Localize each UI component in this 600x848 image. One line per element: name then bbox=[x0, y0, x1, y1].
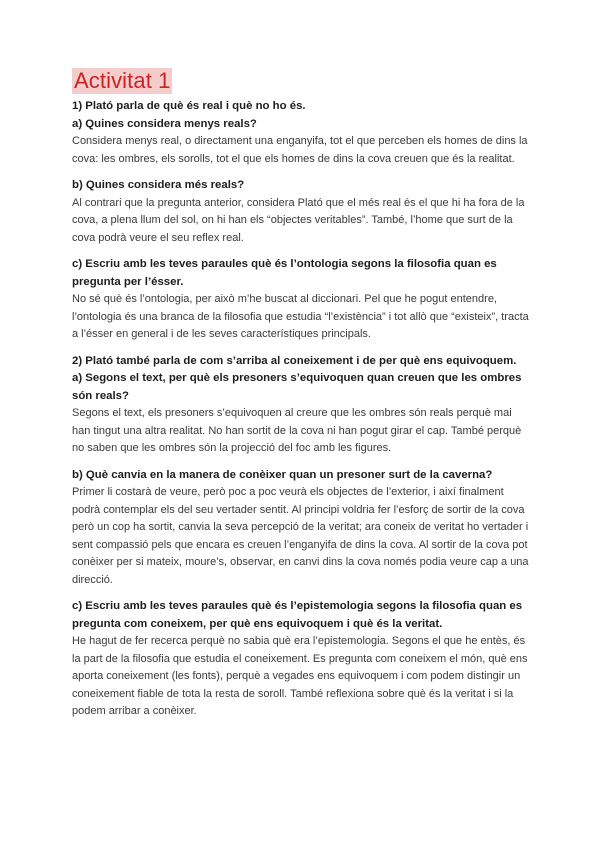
spacer bbox=[72, 589, 532, 598]
answer: He hagut de fer recerca perquè no sabia què era l’epistemologia. Segons el que he entès, és la part de la filosofia que estudia el coneixement. Es pregunta com coneixem el món, què ens aporta coneixement (les fonts), perquè a vegades ens equivoquem i com podem distingir un coneixement fiable de tota la resta de soroll. També reflexiona sobre què és la veritat i si la podem arribar a conèixer. bbox=[72, 635, 528, 717]
spacer bbox=[72, 458, 532, 467]
answer: No sé què és l’ontologia, per això m’he buscat al diccionari. Pel que he pogut entendre, l’ontologia és una branca de la filosofia que estudia “l’existència” i tot allò que “existeix”, tracta a l’ésser en general i de les seves característiques principals. bbox=[72, 293, 529, 340]
answer: Considera menys real, o directament una enganyifa, tot el que perceben els homes de dins la cova: les ombres, els sorolls, tot el que els homes de dins la cova creuen que és la realitat. bbox=[72, 135, 528, 165]
document-page bbox=[72, 68, 532, 721]
answer: Primer li costarà de veure, però poc a poc veurà els objectes de l’exterior, i així finalment podrà contemplar els del seu vertader sentit. Al principi voldria fer l’esforç de sortir de la cova però un cop ha sortit, canvia la seva percepció de la veritat; ara coneix de veritat ho vertader i sent compassió pels que encara es creuen l’enganyifa de dins la cova. Al sortir de la cova pot conèixer per si mateix, moure’s, observar, en canvi dins la cova només podia veure cap a una direcció. bbox=[72, 486, 529, 586]
question: c) Escriu amb les teves paraules què és l’ontologia segons la filosofia quan es pregunta per l’ésser. bbox=[72, 258, 497, 288]
question: b) Quines considera més reals? bbox=[72, 179, 245, 191]
document-title: Activitat 1 bbox=[74, 68, 171, 93]
question: b) Què canvia en la manera de conèixer quan un presoner surt de la caverna? bbox=[72, 468, 493, 481]
spacer bbox=[72, 247, 532, 256]
question: c) Escriu amb les teves paraules què és l’epistemologia segons la filosofia quan es pregunta com coneixem, per què ens equivoquem i què és la veritat. bbox=[72, 600, 523, 630]
question: a) Segons el text, per què els presoners s’equivoquen quan creuen que les ombres són reals? bbox=[72, 372, 522, 402]
question: a) Quines considera menys reals? bbox=[72, 117, 257, 130]
answer: Al contrari que la pregunta anterior, considera Plató que el més real és el que hi ha fora de la cova, a plena llum del sol, on hi han els “objectes veritables”. També, l’home que surt de la cova podrà veure el seu reflex real. bbox=[72, 196, 525, 244]
spacer bbox=[72, 168, 532, 177]
section-heading: 2) Plató també parla de com s’arriba al coneixement i de per què ens equivoquem. bbox=[72, 354, 517, 367]
answer: Segons el text, els presoners s’equivoquen al creure que les ombres són reals perquè mai han tingut una altra realitat. No han sortit de la cova ni han pogut girar el cap. També perquè no saben que les ombres són la projecció del foc amb les figures. bbox=[72, 407, 522, 454]
spacer bbox=[72, 344, 532, 353]
section-heading: 1) Plató parla de què és real i què no ho és. bbox=[72, 100, 306, 112]
